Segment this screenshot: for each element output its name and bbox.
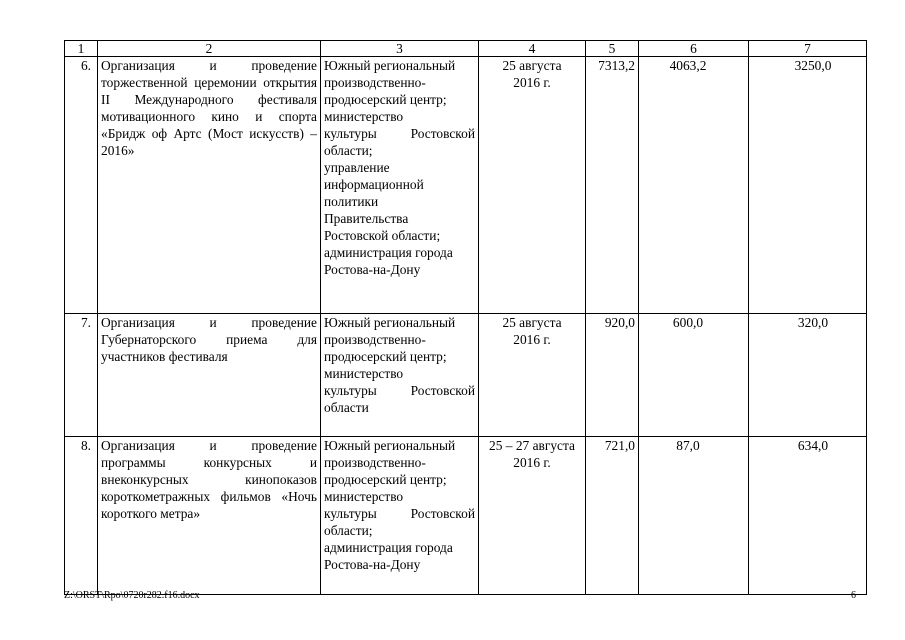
event-date <box>479 437 586 595</box>
event-date <box>479 314 586 437</box>
total-amount: 721,0 <box>586 437 639 595</box>
executor-line: Ростовской области; <box>324 228 441 243</box>
executor-line: производственно- <box>324 455 426 470</box>
amount-col-6: 600,0 <box>639 314 749 437</box>
executor-line: Правительства <box>324 211 409 226</box>
executor-line: Ростова-на-Дону <box>324 262 421 277</box>
table-row <box>65 57 867 314</box>
header-col-3: 3 <box>321 41 479 57</box>
executor-line: политики <box>324 194 379 209</box>
header-col-6: 6 <box>639 41 749 57</box>
header-col-5: 5 <box>586 41 639 57</box>
executor-line: Южный региональный <box>324 315 456 330</box>
executor-line: Южный региональный <box>324 438 456 453</box>
executor-line: управление <box>324 160 390 175</box>
header-col-4: 4 <box>479 41 586 57</box>
header-col-7: 7 <box>749 41 867 57</box>
date-line: 2016 г. <box>513 455 551 470</box>
executor-line: Ростова-на-Дону <box>324 557 421 572</box>
row-number: 6. <box>65 57 98 314</box>
executor-line: министерство <box>324 489 404 504</box>
amount-col-7: 634,0 <box>749 437 867 595</box>
event-name: Организация и проведение Губернаторского приема для участников фестиваля <box>98 314 321 437</box>
date-line: 25 – 27 августа <box>489 438 575 453</box>
table-row <box>65 437 867 595</box>
executor-line: информационной <box>324 177 424 192</box>
executor-line: области; <box>324 523 373 538</box>
executors <box>321 57 479 314</box>
amount-col-6: 4063,2 <box>639 57 749 314</box>
footer-file-path: Z:\ORST\Rpo\0720r282.f16.docx <box>64 590 200 601</box>
executor-line: продюсерский центр; <box>324 349 447 364</box>
event-name: Организация и проведение торжественной церемонии открытия II Международного фестиваля мотивационного кино и спорта «Бридж оф Артс (Мост искусств) – 2016» <box>98 57 321 314</box>
executor-line: Южный региональный <box>324 58 456 73</box>
executor-line: продюсерский центр; <box>324 472 447 487</box>
executor-line: министерство <box>324 366 404 381</box>
executor-line: культуры Ростовской <box>324 383 475 398</box>
amount-col-7: 3250,0 <box>749 57 867 314</box>
total-amount: 920,0 <box>586 314 639 437</box>
executor-line: области <box>324 400 369 415</box>
date-line: 2016 г. <box>513 332 551 347</box>
executor-line: области; <box>324 143 373 158</box>
date-line: 25 августа <box>502 58 562 73</box>
row-number: 8. <box>65 437 98 595</box>
header-row <box>65 41 867 57</box>
executor-line: культуры Ростовской <box>324 506 475 521</box>
executor-line: администрация города <box>324 245 453 260</box>
executors <box>321 437 479 595</box>
events-table <box>64 40 867 595</box>
executor-line: производственно- <box>324 332 426 347</box>
header-col-2: 2 <box>98 41 321 57</box>
executors <box>321 314 479 437</box>
executor-line: производственно- <box>324 75 426 90</box>
event-name: Организация и проведение программы конкурсных и внеконкурсных кинопоказов короткометражных фильмов «Ночь короткого метра» <box>98 437 321 595</box>
date-line: 25 августа <box>502 315 562 330</box>
amount-col-7: 320,0 <box>749 314 867 437</box>
date-line: 2016 г. <box>513 75 551 90</box>
executor-line: министерство <box>324 109 404 124</box>
page-number: 6 <box>851 590 856 601</box>
row-number: 7. <box>65 314 98 437</box>
amount-col-6: 87,0 <box>639 437 749 595</box>
total-amount: 7313,2 <box>586 57 639 314</box>
executor-line: продюсерский центр; <box>324 92 447 107</box>
event-date <box>479 57 586 314</box>
table-row <box>65 314 867 437</box>
executor-line: администрация города <box>324 540 453 555</box>
executor-line: культуры Ростовской <box>324 126 475 141</box>
header-col-1: 1 <box>65 41 98 57</box>
